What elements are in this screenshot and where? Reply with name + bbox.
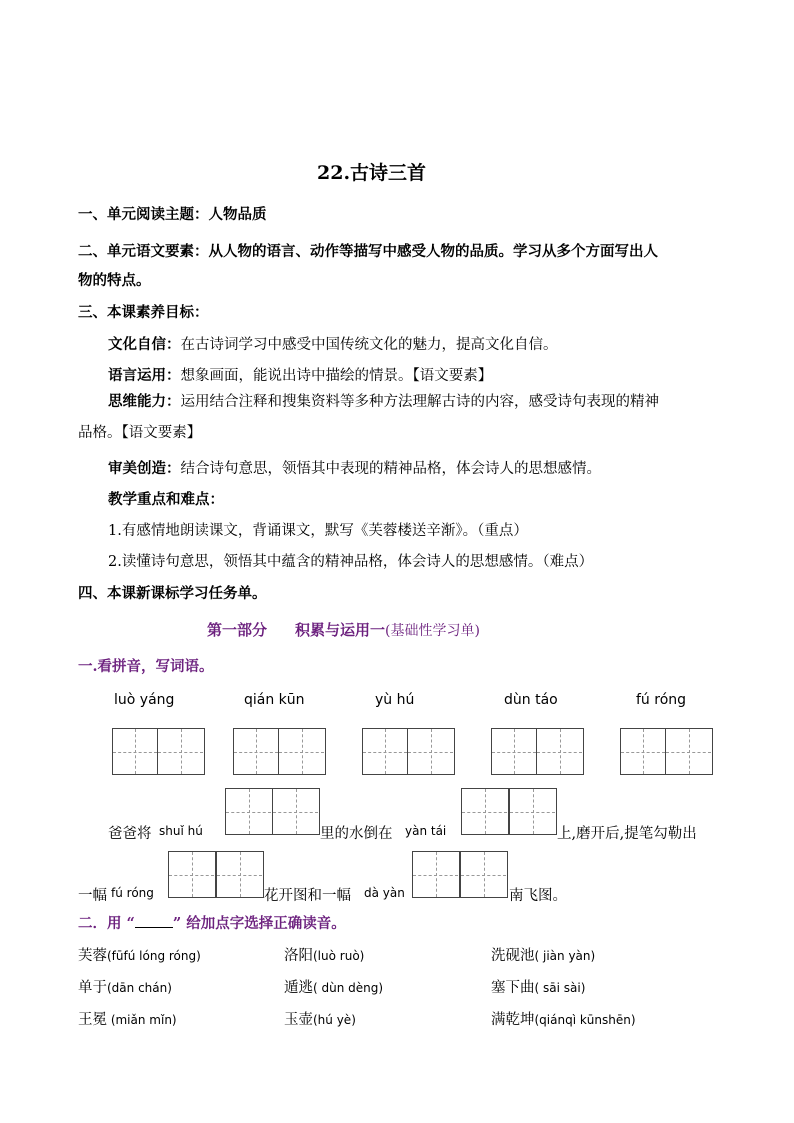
section-3-label: 三、本课素养目标：	[78, 304, 209, 321]
reading-item-word: 玉壶	[284, 1012, 313, 1028]
reading-item-9	[491, 1008, 636, 1029]
writing-grid-1[interactable]	[112, 728, 205, 775]
reading-item-5	[284, 976, 383, 997]
key-point-1: 1.有感情地朗读课文，背诵课文，默写《芙蓉楼送辛渐》。（重点）	[108, 523, 528, 539]
writing-grid-3[interactable]	[362, 728, 455, 775]
part-heading-name: 积累与运用一	[295, 621, 386, 639]
question-2-label-a: 二．用 “	[78, 915, 135, 932]
goal-culture-text: 在古诗词学习中感受中国传统文化的魅力，提高文化自信。	[180, 337, 558, 353]
goal-language-label: 语言运用：	[108, 367, 181, 384]
pinyin-4: dùn táo	[504, 692, 558, 708]
sentence-2-grid-1a[interactable]	[168, 851, 216, 898]
sentence-2-part-a: 一幅	[78, 888, 107, 904]
key-points-label: 教学重点和难点：	[108, 491, 224, 508]
goal-language	[108, 364, 492, 385]
reading-item-word: 单于	[78, 980, 107, 996]
question-1-label: 一.看拼音，写词语。	[78, 658, 214, 675]
goal-aesthetic-text: 结合诗句意思，领悟其中表现的精神品格，体会诗人的思想感情。	[180, 461, 601, 477]
writing-grid-2[interactable]	[233, 728, 326, 775]
part-heading-part: 第一部分	[207, 621, 268, 639]
sentence-2-grid-1b[interactable]	[216, 851, 264, 898]
reading-item-6	[491, 976, 585, 997]
reading-item-word: 芙蓉	[78, 948, 107, 964]
reading-item-options[interactable]: ( sāi sài)	[534, 981, 586, 995]
writing-grid-5[interactable]	[620, 728, 713, 775]
reading-item-options[interactable]: (luò ruò)	[313, 949, 365, 963]
reading-item-word: 洛阳	[284, 948, 313, 964]
pinyin-1: luò yáng	[114, 692, 175, 708]
goal-aesthetic-label: 审美创造：	[108, 460, 181, 477]
section-1-value: 人物品质	[208, 206, 267, 223]
sentence-2-grid-2a[interactable]	[412, 851, 460, 898]
goal-language-text: 想象画面，能说出诗中描绘的情景。【语文要素】	[180, 368, 493, 384]
sentence-1-grid-2a[interactable]	[461, 788, 509, 835]
question-2-label	[78, 912, 346, 933]
reading-item-2	[284, 944, 364, 965]
reading-item-1	[78, 944, 201, 965]
part-heading	[207, 619, 480, 640]
reading-item-options[interactable]: (qiánqì kūnshēn)	[534, 1013, 636, 1027]
section-1	[78, 203, 267, 224]
section-2-line1: 二、单元语文要素：从人物的语言、动作等描写中感受人物的品质。学习从多个方面写出人	[78, 243, 658, 260]
reading-item-options[interactable]: (dān chán)	[107, 981, 172, 995]
sentence-1-grid-1a[interactable]	[225, 788, 273, 835]
goal-thinking-label: 思维能力：	[108, 393, 181, 410]
sentence-1-part-b: 里的水倒在	[320, 826, 393, 842]
question-2-label-b: ” 给加点字选择正确读音。	[172, 915, 346, 932]
sentence-1-part-a: 爸爸将	[108, 826, 152, 842]
writing-grid-4[interactable]	[491, 728, 584, 775]
goal-culture-label: 文化自信：	[108, 336, 181, 353]
sentence-2-pinyin-1: fú róng	[111, 886, 154, 900]
reading-item-word: 塞下曲	[491, 980, 535, 996]
page-title: 22.古诗三首	[317, 162, 427, 184]
sentence-1-pinyin-1: shuǐ hú	[159, 824, 203, 838]
reading-item-7	[78, 1008, 177, 1029]
reading-item-options[interactable]: (hú yè)	[313, 1013, 356, 1027]
pinyin-2: qián kūn	[244, 692, 305, 708]
sentence-2-part-c: 南飞图。	[509, 888, 567, 904]
reading-item-options[interactable]: (miǎn mǐn)	[107, 1013, 177, 1027]
goal-culture	[108, 333, 558, 354]
reading-item-options[interactable]: ( jiàn yàn)	[534, 949, 596, 963]
goal-thinking-line2: 品格。【语文要素】	[78, 425, 202, 441]
reading-item-4	[78, 976, 172, 997]
section-1-label: 一、单元阅读主题：	[78, 206, 209, 223]
sentence-1-grid-1b[interactable]	[272, 788, 320, 835]
reading-item-3	[491, 944, 595, 965]
pinyin-3: yù hú	[375, 692, 415, 708]
reading-item-word: 洗砚池	[491, 948, 535, 964]
goal-aesthetic	[108, 457, 601, 478]
sentence-2-pinyin-2: dà yàn	[364, 886, 405, 900]
sentence-1-grid-2b[interactable]	[509, 788, 557, 835]
reading-item-word: 王冕	[78, 1012, 107, 1028]
pinyin-5: fú róng	[636, 692, 687, 708]
section-4-label: 四、本课新课标学习任务单。	[78, 585, 267, 602]
reading-item-options[interactable]: (fūfú lóng róng)	[107, 949, 201, 963]
reading-item-options[interactable]: ( dùn dèng)	[313, 981, 384, 995]
sentence-1-part-c: 上,磨开后,提笔勾勒出	[557, 826, 697, 842]
sentence-1-pinyin-2: yàn tái	[405, 824, 447, 838]
section-2-line2: 物的特点。	[78, 272, 151, 289]
reading-item-word: 满乾坤	[491, 1012, 535, 1028]
sentence-2-part-b: 花开图和一幅	[264, 888, 351, 904]
reading-item-word: 遁逃	[284, 980, 313, 996]
question-2-blank	[135, 915, 173, 928]
goal-thinking-text: 运用结合注释和搜集资料等多种方法理解古诗的内容，感受诗句表现的精神	[180, 394, 659, 410]
sentence-2-grid-2b[interactable]	[460, 851, 508, 898]
key-point-2: 2.读懂诗句意思，领悟其中蕴含的精神品格，体会诗人的思想感情。（难点）	[108, 554, 594, 570]
goal-thinking	[108, 390, 659, 411]
part-heading-note: (基础性学习单)	[385, 623, 480, 639]
reading-item-8	[284, 1008, 356, 1029]
